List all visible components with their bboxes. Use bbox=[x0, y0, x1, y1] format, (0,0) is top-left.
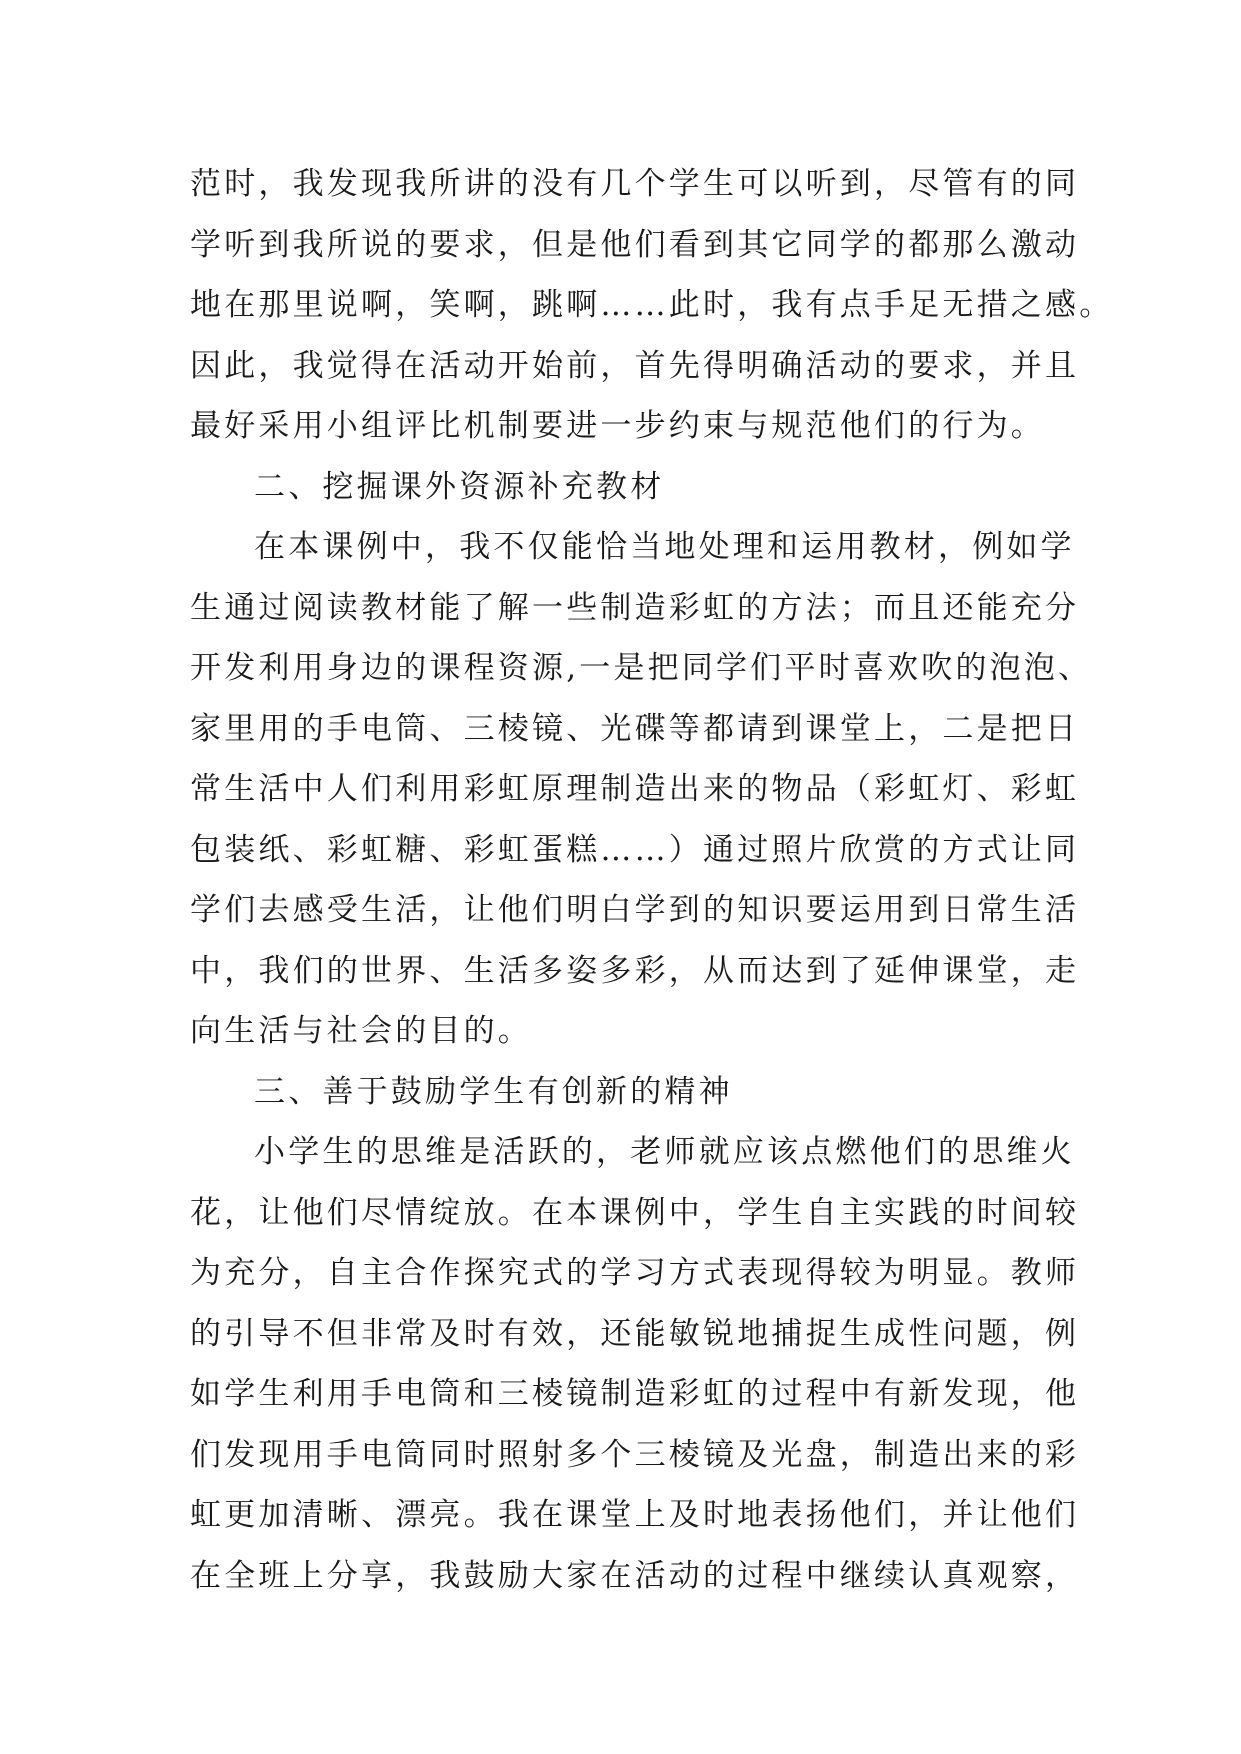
text-line: 们发现用手电筒同时照射多个三棱镜及光盘，制造出来的彩 bbox=[190, 1436, 1080, 1473]
text-line: 为充分，自主合作探究式的学习方式表现得较为明显。教师 bbox=[190, 1255, 1080, 1291]
section-heading: 三、善于鼓励学生有创新的精神 bbox=[254, 1073, 733, 1110]
text-line: 如学生利用手电筒和三棱镜制造彩虹的过程中有新发现，他 bbox=[190, 1376, 1080, 1412]
text-line: 生通过阅读教材能了解一些制造彩虹的方法；而且还能充分 bbox=[190, 589, 1080, 626]
text-line: 学们去感受生活，让他们明白学到的知识要运用到日常生活 bbox=[190, 892, 1080, 928]
text-line: 小学生的思维是活跃的，老师就应该点燃他们的思维火 bbox=[254, 1134, 1075, 1170]
text-line: 花，让他们尽情绽放。在本课例中，学生自主实践的时间较 bbox=[190, 1194, 1080, 1231]
text-line: 中，我们的世界、生活多姿多彩，从而达到了延伸课堂，走 bbox=[190, 952, 1080, 989]
text-line: 在全班上分享，我鼓励大家在活动的过程中继续认真观察， bbox=[190, 1557, 1080, 1594]
text-line: 家里用的手电筒、三棱镜、光碟等都请到课堂上，二是把日 bbox=[190, 710, 1080, 747]
text-line: 地在那里说啊，笑啊，跳啊……此时，我有点手足无措之感。 bbox=[190, 287, 1114, 323]
text-line: 学听到我所说的要求，但是他们看到其它同学的都那么激动 bbox=[190, 226, 1080, 263]
text-line: 开发利用身边的课程资源,一是把同学们平时喜欢吹的泡泡、 bbox=[190, 650, 1093, 686]
body-text bbox=[190, 154, 1114, 1606]
text-line: 常生活中人们利用彩虹原理制造出来的物品（彩虹灯、彩虹 bbox=[190, 771, 1080, 807]
text-line: 虹更加清晰、漂亮。我在课堂上及时地表扬他们，并让他们 bbox=[190, 1497, 1080, 1533]
text-line: 的引导不但非常及时有效，还能敏锐地捕捉生成性问题，例 bbox=[190, 1315, 1080, 1352]
text-line: 在本课例中，我不仅能恰当地处理和运用教材，例如学 bbox=[254, 529, 1075, 565]
text-line: 最好采用小组评比机制要进一步约束与规范他们的行为。 bbox=[190, 408, 1045, 444]
text-line: 范时，我发现我所讲的没有几个学生可以听到，尽管有的同 bbox=[190, 166, 1080, 202]
text-line: 因此，我觉得在活动开始前，首先得明确活动的要求，并且 bbox=[190, 347, 1080, 384]
text-line: 包装纸、彩虹糖、彩虹蛋糕……）通过照片欣赏的方式让同 bbox=[190, 831, 1080, 868]
section-heading: 二、挖掘课外资源补充教材 bbox=[254, 468, 665, 505]
text-line: 向生活与社会的目的。 bbox=[190, 1013, 532, 1049]
